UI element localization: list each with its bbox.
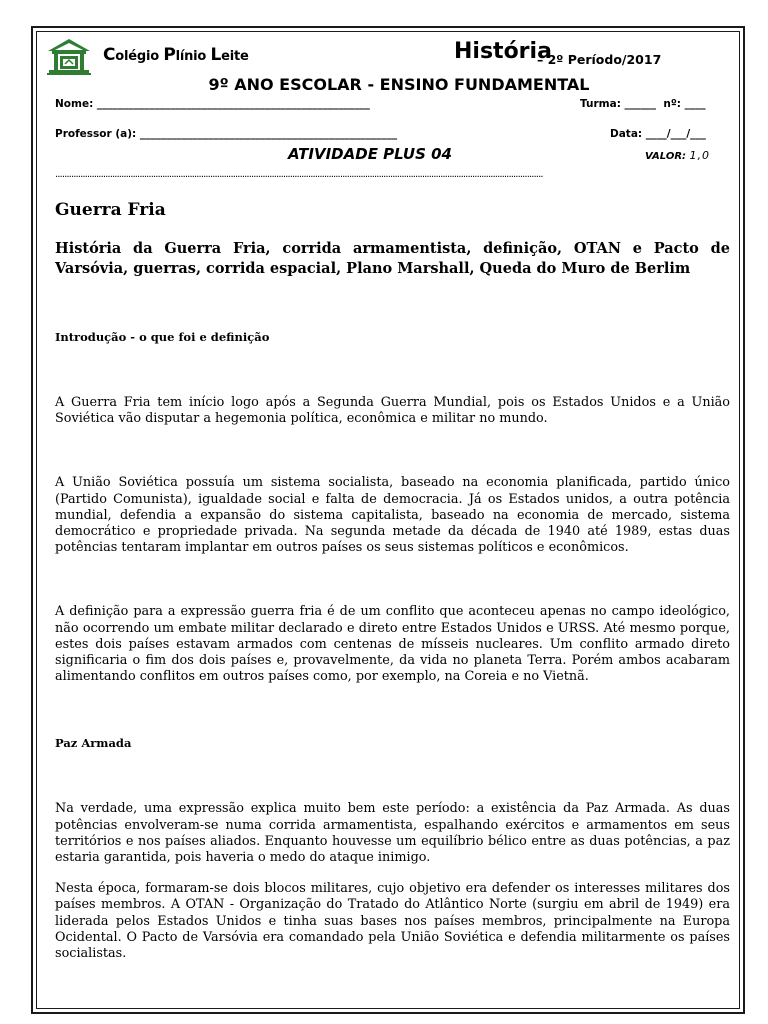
activity-title: ATIVIDADE PLUS 04 — [288, 145, 452, 163]
paragraph-5: Nesta época, formaram-se dois blocos militares, cujo objetivo era defender os interesses militares dos países membros. A OTAN - Organização do Tratado do Atlântico Norte (surgiu em abril de 1949) era liderada pelos Estados Unidos e tinha suas bases nos países membros, principalmente na Europa Ocidental. O Pacto de Varsóvia era comandado pela União Soviética e defendia militarmente os países socialistas. — [55, 881, 730, 962]
section-heading-intro: Introdução - o que foi e definição — [55, 330, 270, 344]
paragraph-2: A União Soviética possuía um sistema socialista, baseado na economia planificada, partido único (Partido Comunista), igualdade social e falta de democracia. Já os Estados unidos, a outra potência mundial, defendia a expansão do sistema capitalista, baseado na economia de mercado, sistema democrático e propriedade privada. Na segunda metade da década de 1940 até 1989, estas duas potências tentaram implantar em outros países os seus sistemas políticos e econômicos. — [55, 475, 730, 556]
article-title: Guerra Fria — [55, 200, 166, 220]
paragraph-4: Na verdade, uma expressão explica muito bem este período: a existência da Paz Armada. As duas potências envolveram-se numa corrida armamentista, espalhando exércitos e armamentos em seus territórios e nos países aliados. Enquanto houvesse um equilíbrio bélico entre as duas potências, a paz estaria garantida, pois haveria o medo do ataque inimigo. — [55, 801, 730, 866]
period-label: – 2º Período/2017 — [537, 52, 662, 67]
teacher-field[interactable]: Professor (a): _________________________________________________ — [55, 128, 398, 140]
date-field[interactable]: Data: ____/___/___ — [610, 128, 706, 140]
name-field[interactable]: Nome: ____________________________________________________ — [55, 98, 370, 110]
subject-title: História — [454, 39, 552, 64]
school-logo-icon — [46, 37, 92, 77]
school-name-part: Plínio — [163, 45, 211, 65]
section-heading-peace: Paz Armada — [55, 736, 132, 751]
paragraph-1: A Guerra Fria tem início logo após a Segunda Guerra Mundial, pois os Estados Unidos e a União Soviética vão disputar a hegemonia política, econômica e militar no mundo. — [55, 395, 730, 427]
dotted-separator: ...................................................................................................................................................................................................................... — [55, 170, 543, 180]
paragraph-3: A definição para a expressão guerra fria é de um conflito que aconteceu apenas no campo ideológico, não ocorrendo um embate militar declarado e direto entre Estados Unidos e URSS. Até mesmo porque, estes dois países estavam armados com centenas de mísseis nucleares. Um conflito armado direto significaria o fim dos dois países e, provavelmente, da vida no planeta Terra. Porém ambos acabaram alimentando conflitos em outros países como, por exemplo, na Coreia e no Vietnã. — [55, 604, 730, 685]
class-field[interactable]: Turma: ______ nº: ____ — [580, 98, 706, 110]
article-subtitle: História da Guerra Fria, corrida armamentista, definição, OTAN e Pacto de Varsóvia, guerras, corrida espacial, Plano Marshall, Queda do Muro de Berlim — [55, 240, 730, 277]
grade-label: 9º ANO ESCOLAR - ENSINO FUNDAMENTAL — [208, 75, 590, 94]
article — [55, 199, 730, 962]
school-name — [103, 45, 249, 65]
value-label: VALOR: 1,0 — [645, 149, 710, 162]
school-name-part: Leite — [210, 45, 249, 65]
school-name-part: Colégio — [103, 45, 164, 65]
value-number: 1,0 — [689, 149, 710, 162]
